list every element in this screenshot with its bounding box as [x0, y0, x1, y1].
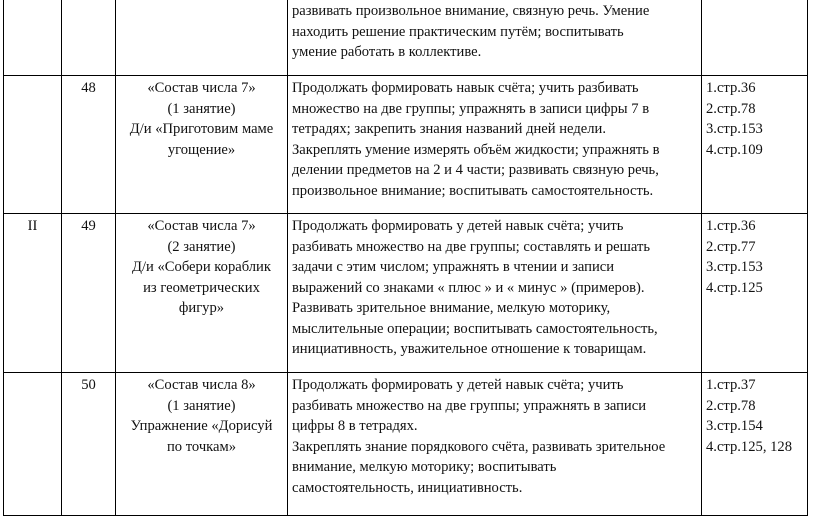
reference-line: 4.стр.125, 128	[706, 438, 793, 455]
description-line: самостоятельность, инициативность.	[292, 479, 523, 496]
references-cell	[702, 373, 808, 516]
table-row	[4, 214, 808, 373]
description-line: разбивать множество на две группы; составлять и решать	[292, 238, 650, 255]
topic-line: «Состав числа 7»	[147, 80, 256, 96]
reference-line: 3.стр.153	[706, 121, 763, 137]
description-line: находить решение практическим путём; воспитывать	[292, 23, 624, 40]
quarter-cell	[4, 0, 62, 76]
topic-line: по точкам»	[166, 438, 237, 455]
description-line: делении предметов на 2 и 4 части; развивать связную речь,	[292, 162, 659, 178]
description-cell	[288, 76, 702, 214]
topic-cell	[116, 214, 288, 373]
description-line: задачи с этим числом; упражнять в чтении и записи	[292, 259, 615, 275]
description-line: Закреплять знание порядкового счёта, развивать зрительное	[292, 438, 666, 455]
topic-line: Упражнение «Дорисуй	[130, 418, 273, 434]
topic-line: «Состав числа 8»	[147, 377, 256, 393]
description-line: развивать произвольное внимание, связную речь. Умение	[292, 3, 650, 19]
description-line: умение работать в коллективе.	[292, 44, 482, 60]
description-line: мыслительные операции; воспитывать самостоятельность,	[292, 320, 658, 337]
lesson-plan-table	[3, 0, 808, 516]
topic-line: угощение»	[167, 141, 236, 158]
reference-line: 2.стр.77	[706, 238, 756, 255]
topic-line: (1 занятие)	[167, 100, 236, 117]
topic-line: Д/и «Собери кораблик	[132, 259, 271, 275]
reference-line: 2.стр.78	[706, 100, 756, 117]
description-cell	[288, 373, 702, 516]
topic-cell	[116, 76, 288, 214]
description-line: тетрадях; закрепить знания названий дней недели.	[292, 121, 606, 137]
reference-line: 3.стр.154	[706, 418, 763, 434]
references-cell	[702, 214, 808, 373]
description-line: цифры 8 в тетрадях.	[292, 418, 418, 434]
reference-line: 1.стр.36	[706, 80, 756, 96]
description-cell	[288, 214, 702, 373]
description-line: разбивать множество на две группы; упражнять в записи	[292, 397, 647, 414]
quarter-cell: II	[4, 214, 62, 373]
table-row	[4, 76, 808, 214]
reference-line: 4.стр.125	[706, 279, 763, 296]
table-row	[4, 0, 808, 76]
quarter-cell	[4, 373, 62, 516]
reference-line: 2.стр.78	[706, 397, 756, 414]
lesson-number-cell: 50	[62, 373, 116, 516]
topic-line: Д/и «Приготовим маме	[129, 121, 274, 137]
references-cell	[702, 0, 808, 76]
reference-line: 1.стр.36	[706, 218, 756, 234]
topic-line: фигур»	[178, 300, 225, 316]
topic-cell	[116, 373, 288, 516]
topic-line: «Состав числа 7»	[147, 218, 256, 234]
topic-cell	[116, 0, 288, 76]
description-line: инициативность, уважительное отношение к товарищам.	[292, 341, 647, 357]
description-cell	[288, 0, 702, 76]
description-line: внимание, мелкую моторику; воспитывать	[292, 459, 557, 475]
description-line: множество на две группы; упражнять в записи цифры 7 в	[292, 100, 650, 117]
references-cell	[702, 76, 808, 214]
topic-line: (2 занятие)	[167, 238, 236, 255]
description-line: Закреплять умение измерять объём жидкости; упражнять в	[292, 141, 660, 158]
lesson-number-cell: 49	[62, 214, 116, 373]
reference-line: 1.стр.37	[706, 377, 756, 393]
lesson-number-cell	[62, 0, 116, 76]
description-line: Развивать зрительное внимание, мелкую моторику,	[292, 300, 611, 316]
description-line: Продолжать формировать навык счёта; учить разбивать	[292, 80, 639, 96]
description-line: Продолжать формировать у детей навык счёта; учить	[292, 218, 624, 234]
description-line: произвольное внимание; воспитывать самостоятельность.	[292, 182, 654, 199]
reference-line: 4.стр.109	[706, 141, 763, 158]
description-line: выражений со знаками « плюс » и « минус » (примеров).	[292, 279, 645, 296]
lesson-number-cell: 48	[62, 76, 116, 214]
table-row	[4, 373, 808, 516]
topic-line: (1 занятие)	[167, 397, 236, 414]
quarter-cell	[4, 76, 62, 214]
reference-line: 3.стр.153	[706, 259, 763, 275]
description-line: Продолжать формировать у детей навык счёта; учить	[292, 377, 624, 393]
topic-line: из геометрических	[143, 279, 260, 296]
